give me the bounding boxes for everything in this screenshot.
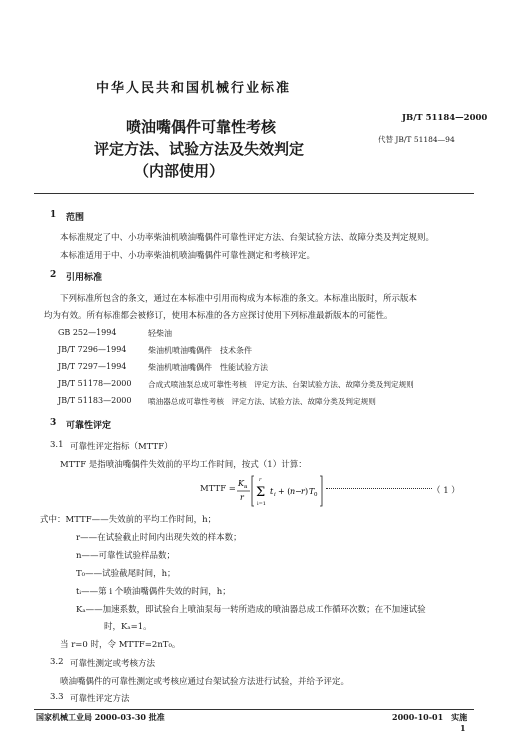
where-item: r——在试验截止时间内出现失效的样本数；	[76, 533, 242, 543]
svg-text:t: t	[270, 487, 274, 496]
formula-expression	[234, 472, 334, 510]
svg-text:n: n	[290, 487, 296, 496]
section-2-para-b: 均为有效。所有标准都会被修订，使用本标准的各方应探讨使用下列标准最新版本的可能性。	[44, 311, 393, 321]
svg-text:+ (: + (	[278, 487, 291, 496]
section-1-heading: 范围	[66, 213, 85, 223]
ref-code: GB 252—1994	[58, 328, 117, 337]
ref-name: 柴油机喷油嘴偶件 性能试验方法	[148, 363, 268, 372]
where-item: 时，Kₐ=1。	[104, 622, 152, 632]
svg-text:i: i	[274, 492, 276, 498]
doc-title-line3: （内部使用）	[134, 162, 225, 180]
svg-text:−: −	[295, 487, 302, 496]
section-2-heading: 引用标准	[66, 273, 103, 283]
section-3-1-heading: 可靠性评定指标（MTTF）	[70, 442, 173, 452]
ref-name: 柴油机喷油嘴偶件 技术条件	[148, 346, 252, 355]
where-intro: 式中：MTTF——失效前的平均工作时间，h；	[40, 515, 217, 525]
svg-text:r: r	[259, 477, 262, 483]
doc-title-line2: 评定方法、试验方法及失效判定	[94, 140, 305, 158]
svg-text:r: r	[240, 493, 244, 502]
formula-lhs: MTTF =	[200, 484, 236, 494]
ref-code: JB/T 7297—1994	[58, 362, 127, 371]
svg-text:a: a	[244, 484, 248, 490]
svg-text:T: T	[309, 487, 315, 496]
section-2-number: 2	[50, 270, 57, 280]
section-1-number: 1	[50, 210, 57, 220]
ref-code: JB/T 51178—2000	[58, 379, 132, 388]
where-item: tᵢ——第 i 个喷油嘴偶件失效的时间，h；	[76, 587, 231, 597]
section-1-para-2: 本标准适用于中、小功率柴油机喷油嘴偶件可靠性测定和考核评定。	[60, 251, 316, 261]
svg-text:K: K	[238, 479, 244, 488]
ref-name: 合成式喷油泵总成可靠性考核 评定方法、台架试验方法、故障分类及判定规则	[148, 380, 414, 389]
section-3-2-para: 喷油嘴偶件的可靠性测定或考核应通过台架试验方法进行试验，并给予评定。	[60, 677, 350, 687]
section-3-3-number: 3.3	[50, 692, 64, 702]
section-3-2-heading: 可靠性测定或考核方法	[70, 659, 156, 669]
ref-name: 轻柴油	[148, 329, 172, 338]
section-1-para-1: 本标准规定了中、小功率柴油机喷油嘴偶件可靠性评定方法、台架试验方法、故障分类及判定规则。	[60, 233, 435, 243]
where-item: Kₐ——加速系数，即试验台上喷油泵每一转所造成的喷油器总成工作循环次数；在不加速试验	[76, 605, 426, 615]
page-number: 1	[460, 723, 466, 733]
formula-ref: （ 1 ）	[432, 486, 460, 496]
standard-number: JB/T 51184—2000	[402, 113, 488, 123]
footer-rule	[34, 709, 474, 710]
r-zero-note: 当 r=0 时，令 MTTF=2nT₀。	[60, 640, 181, 650]
doc-title-line1: 喷油嘴偶件可靠性考核	[126, 118, 277, 136]
section-3-1-number: 3.1	[50, 440, 64, 450]
where-item: n——可靠性试验样品数；	[76, 551, 175, 561]
section-3-3-heading: 可靠性评定方法	[70, 694, 130, 704]
where-item: T₀——试验截尾时间，h；	[76, 569, 176, 579]
formula-leader	[326, 488, 432, 489]
svg-text:r: r	[301, 487, 305, 496]
header-rule	[34, 193, 474, 194]
section-3-2-number: 3.2	[50, 657, 64, 667]
ref-code: JB/T 51183—2000	[58, 396, 132, 405]
ref-code: JB/T 7296—1994	[58, 345, 127, 354]
org-title: 中华人民共和国机械行业标准	[96, 81, 292, 96]
supersedes-note: 代替 JB/T 51184—94	[378, 135, 455, 144]
ref-name: 喷油器总成可靠性考核 评定方法、试验方法、故障分类及判定规则	[148, 397, 376, 406]
section-3-number: 3	[50, 418, 57, 428]
section-3-heading: 可靠性评定	[66, 421, 112, 431]
implementation-date: 2000-10-01 实施	[392, 712, 468, 722]
svg-text:): )	[305, 487, 309, 496]
svg-text:Σ: Σ	[256, 485, 266, 500]
section-3-1-para: MTTF 是指喷油嘴偶件失效前的平均工作时间，按式（1）计算：	[60, 460, 307, 470]
approval-line: 国家机械工业局 2000-03-30 批准	[36, 712, 165, 722]
svg-text:i=1: i=1	[257, 501, 266, 507]
svg-text:0: 0	[314, 492, 318, 498]
section-2-para-a: 下列标准所包含的条文，通过在本标准中引用而构成为本标准的条文。本标准出版时，所示版本	[60, 294, 418, 304]
